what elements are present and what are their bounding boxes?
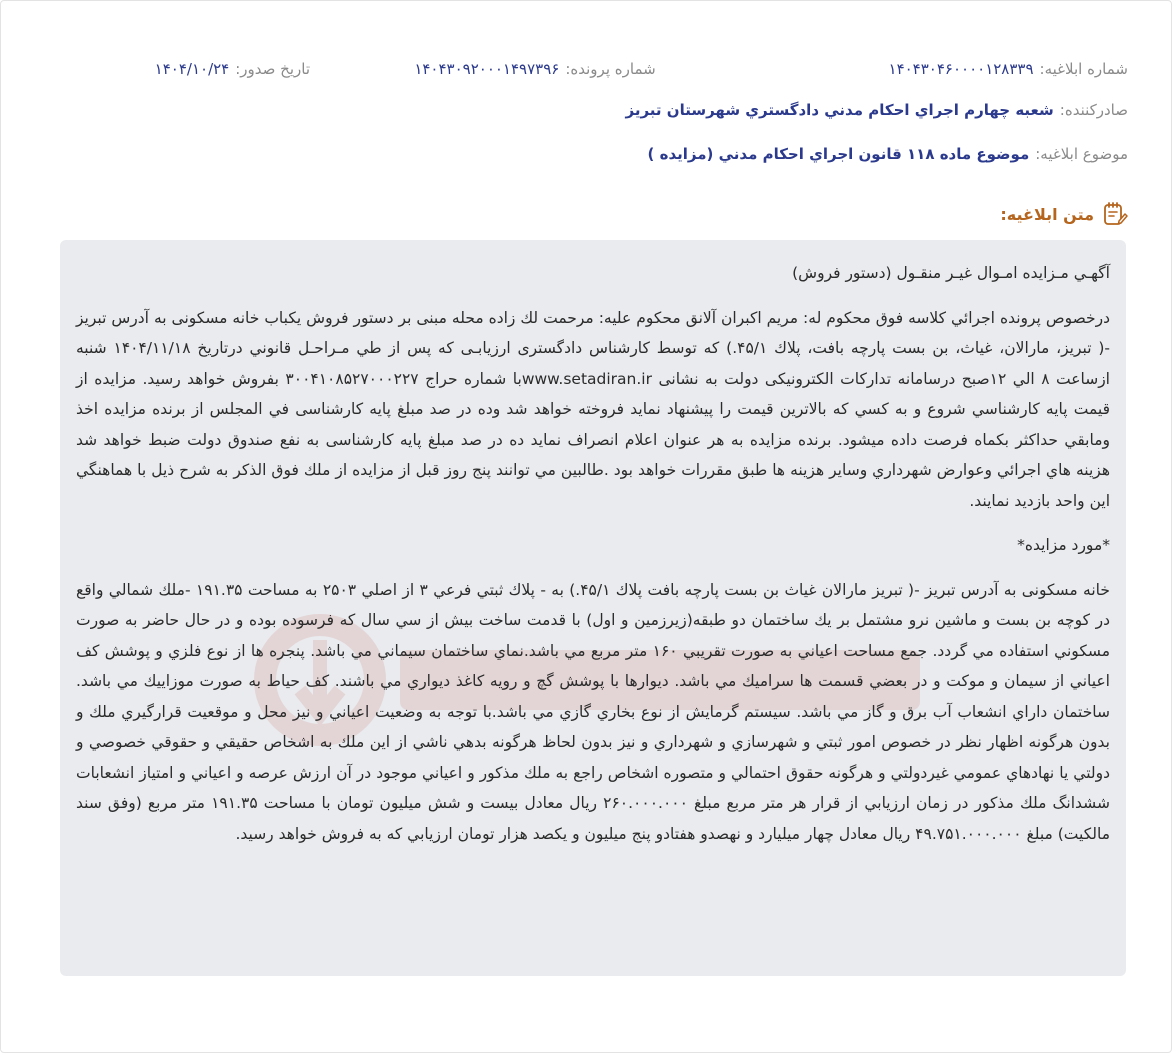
meta-row-numbers <box>60 57 1128 81</box>
notice-number-group <box>760 60 1128 78</box>
document-edit-icon <box>1102 201 1128 227</box>
notice-number: ۱۴۰۴۳۰۴۶۰۰۰۰۱۲۸۳۳۹ <box>888 60 1034 78</box>
file-number-label: شماره پرونده: <box>565 60 656 78</box>
notice-content <box>60 240 1126 976</box>
notice-paragraph-2: خانه مسكونی به آدرس تبريز -( تبريز مارالان غياث بن بست پارچه بافت پلاك ۴۵/۱.) به - پلاك ثبتي فرعي ۳ از اصلي ۲۵۰۳ به مساحت ۱۹۱.۳۵ -ملك شمالي واقع در كوچه بن بست و ماشين نرو مشتمل بر يك ساختمان دو طبقه(زيرزمين و اول) با قدمت ساخت بيش از سي سال كه فرسوده بوده و در حال حاضر به صورت مسكوني استفاده مي گردد. جمع مساحت اعياني به صورت تقريبي ۱۶۰ متر مربع مي باشد.نماي ساختمان سيماني مي باشد. پنجره ها از نوع فلزي و پوشش كف اعياني از سيمان و موكت و در بعضي قسمت ها سراميك مي باشد. ديوارها با پوشش گچ و رويه كاغذ ديواري مي باشند. كف حياط به صورت موزاييك مي باشد. ساختمان داراي انشعاب آب برق و گاز مي باشد. سيستم گرمايش از نوع بخاري گازي مي باشد.با توجه به وضعيت اعياني و نيز محل و موقعيت قرارگيري ملك و بدون هرگونه اظهار نظر در خصوص امور ثبتي و شهرسازي و شهرداري و نيز بدون لحاظ هرگونه بدهي ناشي از اين ملك به اشخاص حقيقي و حقوقي خصوصي و دولتي يا نهادهاي عمومي غيردولتي و هرگونه حقوق احتمالي و متصوره اشخاص راجع به ملك مذكور و اعياني موجود در آن ارزش عرصه و اعياني و امتياز انشعابات ششدانگ ملك مذكور در زمان ارزيابي از قرار هر متر مربع مبلغ ۲۶۰.۰۰۰.۰۰۰ ريال معادل بيست و شش ميليون تومان با مساحت ۱۹۱.۳۵ متر مربع (وفق سند مالكيت) مبلغ ۴۹.۷۵۱.۰۰۰.۰۰۰ ريال معادل چهار ميليارد و نهصدو هفتادو پنج ميليون و يكصد هزار تومان ارزيابي كه به فروش خواهد رسيد. <box>76 580 1111 843</box>
file-number: ۱۴۰۴۳۰۹۲۰۰۰۱۴۹۷۳۹۶ <box>414 60 560 78</box>
issue-date: ۱۴۰۴/۱۰/۲۴ <box>154 60 230 78</box>
subject: موضوع ماده ۱۱۸ قانون اجراي احكام مدني (مزايده ) <box>647 145 1030 163</box>
section-header <box>1000 200 1128 228</box>
issue-date-group <box>60 60 310 78</box>
issue-date-label: تاريخ صدور: <box>235 60 310 78</box>
issuer-label: صادرکننده: <box>1059 101 1128 119</box>
subject-label: موضوع ابلاغيه: <box>1035 145 1128 163</box>
issuer: شعبه چهارم اجراي احكام مدني دادگستري شهرستان تبريز <box>625 101 1054 119</box>
notice-heading: آگهـي مـزايده امـوال غيـر منقـول (دستور فروش) <box>792 264 1110 282</box>
meta-row-subject <box>60 142 1128 166</box>
auction-item-title: *مورد مزايده* <box>1017 536 1110 554</box>
section-title: متن ابلاغيه: <box>1000 204 1094 224</box>
notice-paragraph-1: درخصوص پرونده اجرائي كلاسه فوق محكوم له: مريم اكبران آلانق محكوم عليه: مرحمت لك زاده محله مبنی بر دستور فروش يكباب خانه مسكونی به آدرس تبريز -( تبريز، مارالان، غياث، بن بست پارچه بافت، پلاك ۴۵/۱.) كه توسط كارشناس دادگستری ارزيابـی كه پس از طي مـراحـل قانوني درتاريخ ۱۴۰۴/۱۱/۱۸ شنبه ازساعت ۸ الي ۱۲صبح درسامانه تداركات الكترونيكی دولت به نشانی www.setadiran.irبا شماره حراج ۳۰۰۴۱۰۸۵۲۷۰۰۰۲۲۷ بفروش خواهد رسيد. مزايده از قيمت پايه كارشناسي شروع و به كسي كه بالاترين قيمت را پيشنهاد نمايد فروخته خواهد شد وده در صد مبلغ پايه كارشناسی في المجلس از برنده مزايده اخذ ومابقي حداكثر بكماه فرصت داده ميشود. برنده مزايده به هر عنوان اعلام انصراف نمايد ده در صد مبلغ پايه كارشناسی به نفع صندوق دولت ضبط خواهد شد هزينه هاي اجرائي وعوارض شهرداري وساير هزينه ها طبق مقررات خواهد بود .طالبين مي توانند پنج روز قبل از مزايده از ملك فوق الذكر به شرح ذيل با هماهنگي اين واحد بازديد نمايند. <box>76 308 1110 510</box>
notice-number-label: شماره ابلاغيه: <box>1039 60 1128 78</box>
meta-row-issuer <box>60 98 1128 122</box>
file-number-group <box>310 60 760 78</box>
